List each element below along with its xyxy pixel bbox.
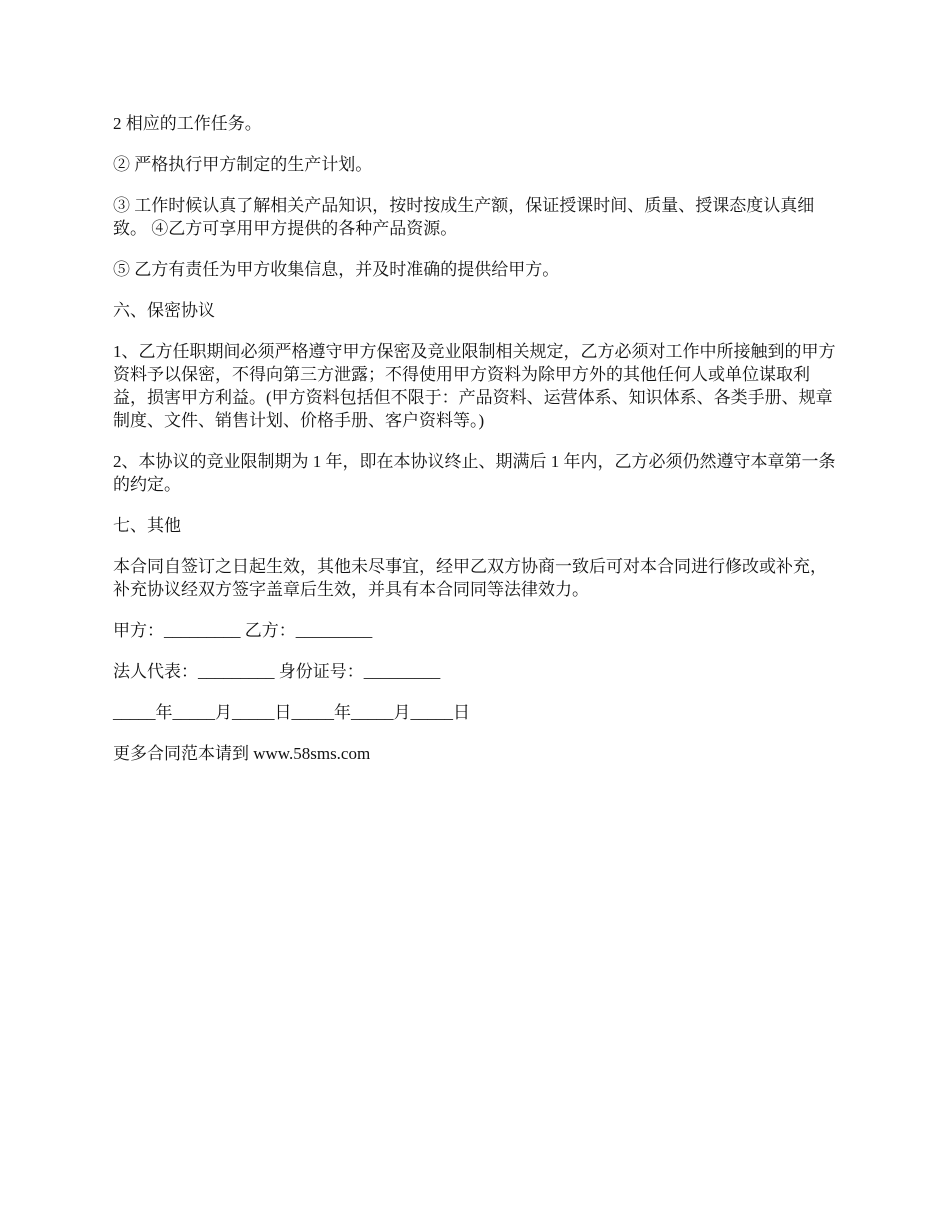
paragraph-item-5: ⑤ 乙方有责任为甲方收集信息，并及时准确的提供给甲方。 (113, 260, 560, 279)
paragraph-item-2: ② 严格执行甲方制定的生产计划。 (113, 155, 373, 174)
document-body (113, 112, 843, 783)
signature-representative: 法人代表：_________ 身份证号：_________ (113, 662, 441, 681)
paragraph-item-3-4: ③ 工作时候认真了解相关产品知识，按时按成生产额，保证授课时间、质量、授课态度认真细致。 ④乙方可享用甲方提供的各种产品资源。 (113, 196, 815, 238)
paragraph-confidentiality-1: 1、乙方任职期间必须严格遵守甲方保密及竞业限制相关规定，乙方必须对工作中所接触到的甲方资料予以保密，不得向第三方泄露；不得使用甲方资料为除甲方外的其他任何人或单位谋取利益，损害甲方利益。(甲方资料包括但不限于：产品资料、运营体系、知识体系、各类手册、规章制度、文件、销售计划、价格手册、客户资料等。) (113, 342, 836, 430)
paragraph-task: 2 相应的工作任务。 (113, 114, 262, 133)
signature-parties: 甲方：_________ 乙方：_________ (113, 621, 373, 640)
paragraph-confidentiality-2: 2、本协议的竞业限制期为 1 年，即在本协议终止、期满后 1 年内，乙方必须仍然遵守本章第一条的约定。 (113, 452, 836, 494)
section-heading-confidentiality: 六、保密协议 (113, 301, 215, 320)
paragraph-effectiveness: 本合同自签订之日起生效，其他未尽事宜，经甲乙双方协商一致后可对本合同进行修改或补充，补充协议经双方签字盖章后生效，并具有本合同同等法律效力。 (113, 557, 827, 599)
signature-dates: _____年_____月_____日_____年_____月_____日 (113, 703, 470, 722)
footer-more-templates: 更多合同范本请到 www.58sms.com (113, 744, 371, 763)
section-heading-other: 七、其他 (113, 516, 181, 535)
